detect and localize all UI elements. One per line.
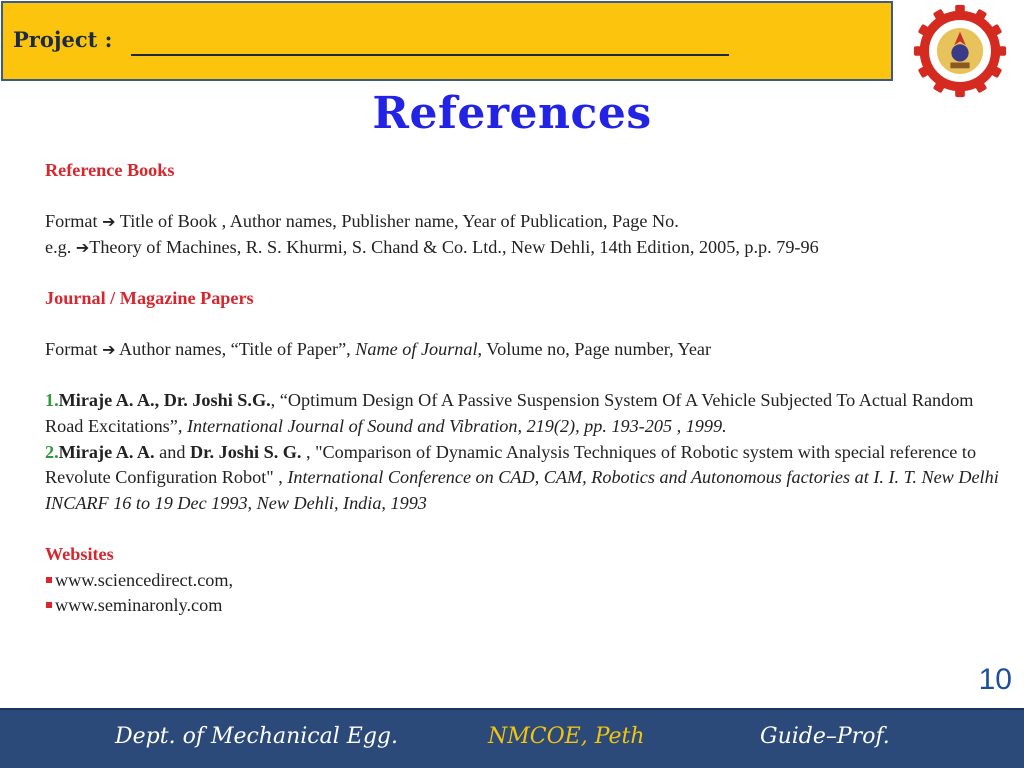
- reference-2-title: , "Comparison of Dynamic Analysis Techniques of Robotic system with special reference to Revolute Configuration Robot" ,: [45, 441, 977, 488]
- college-logo: [912, 3, 1008, 99]
- reference-2-source: International Conference on CAD, CAM, Robotics and Autonomous factories at I. I. T. New Delhi INCARF 16 to 19 Dec 1993, New Dehli, India, 1993: [45, 467, 999, 513]
- right-arrow-icon: ➔: [102, 340, 116, 360]
- website-link[interactable]: www.seminaronly.com: [55, 595, 223, 616]
- footer-department: Dept. of Mechanical Egg.: [115, 724, 398, 749]
- journal-format-italic: Name of Journal: [355, 339, 478, 360]
- reference-2-author-1: Miraje A. A.: [58, 441, 155, 462]
- journal-format-line: [45, 337, 1005, 363]
- journal-papers-heading: Journal / Magazine Papers: [45, 287, 254, 308]
- books-format-line: [45, 209, 1005, 235]
- slide-number: 10: [978, 663, 1012, 696]
- website-link[interactable]: www.sciencedirect.com,: [55, 569, 234, 590]
- journal-format-label: Format: [45, 339, 98, 360]
- project-header-bar: [1, 1, 893, 81]
- footer-guide: Guide–Prof.: [760, 724, 890, 749]
- journal-format-post: , Volume no, Page number, Year: [477, 339, 712, 360]
- reference-2-number: 2.: [45, 441, 59, 462]
- footer-bar: [0, 708, 1024, 768]
- reference-2-author-2: Dr. Joshi S. G.: [189, 441, 302, 462]
- references-content: [45, 158, 1005, 619]
- square-bullet-icon: [46, 602, 52, 608]
- reference-1-title: , “Optimum Design Of A Passive Suspension System Of A Vehicle Subjected To Actual Random Road Excitations”,: [45, 390, 974, 436]
- footer-college: NMCOE, Peth: [488, 724, 645, 749]
- reference-1-source: International Journal of Sound and Vibration, 219(2), pp. 193-205 , 1999.: [186, 415, 727, 436]
- project-name-blank-line: [131, 54, 729, 56]
- website-item: [45, 593, 1005, 619]
- books-example-line: [45, 235, 1005, 261]
- reference-1-number: 1.: [45, 390, 59, 411]
- books-example-label: e.g.: [45, 236, 76, 257]
- journal-format-pre: Author names, “Title of Paper”,: [115, 339, 356, 360]
- reference-1-authors: Miraje A. A., Dr. Joshi S.G.: [58, 390, 271, 411]
- books-format-label: Format: [45, 211, 98, 232]
- right-arrow-icon: ➔: [102, 212, 116, 232]
- website-item: [45, 568, 1005, 594]
- project-label: Project :: [13, 27, 113, 52]
- reference-2: [45, 440, 1005, 517]
- books-example-text: Theory of Machines, R. S. Khurmi, S. Chand & Co. Ltd., New Dehli, 14th Edition, 2005, p.p. 79-96: [89, 236, 819, 257]
- square-bullet-icon: [46, 577, 52, 583]
- right-arrow-icon: ➔: [75, 237, 90, 257]
- page-title: References: [372, 88, 652, 139]
- books-format-text: Title of Book , Author names, Publisher name, Year of Publication, Page No.: [115, 211, 679, 232]
- websites-heading: Websites: [45, 543, 114, 564]
- reference-1: [45, 388, 1005, 439]
- reference-2-and: and: [154, 441, 190, 462]
- reference-books-heading: Reference Books: [45, 160, 175, 180]
